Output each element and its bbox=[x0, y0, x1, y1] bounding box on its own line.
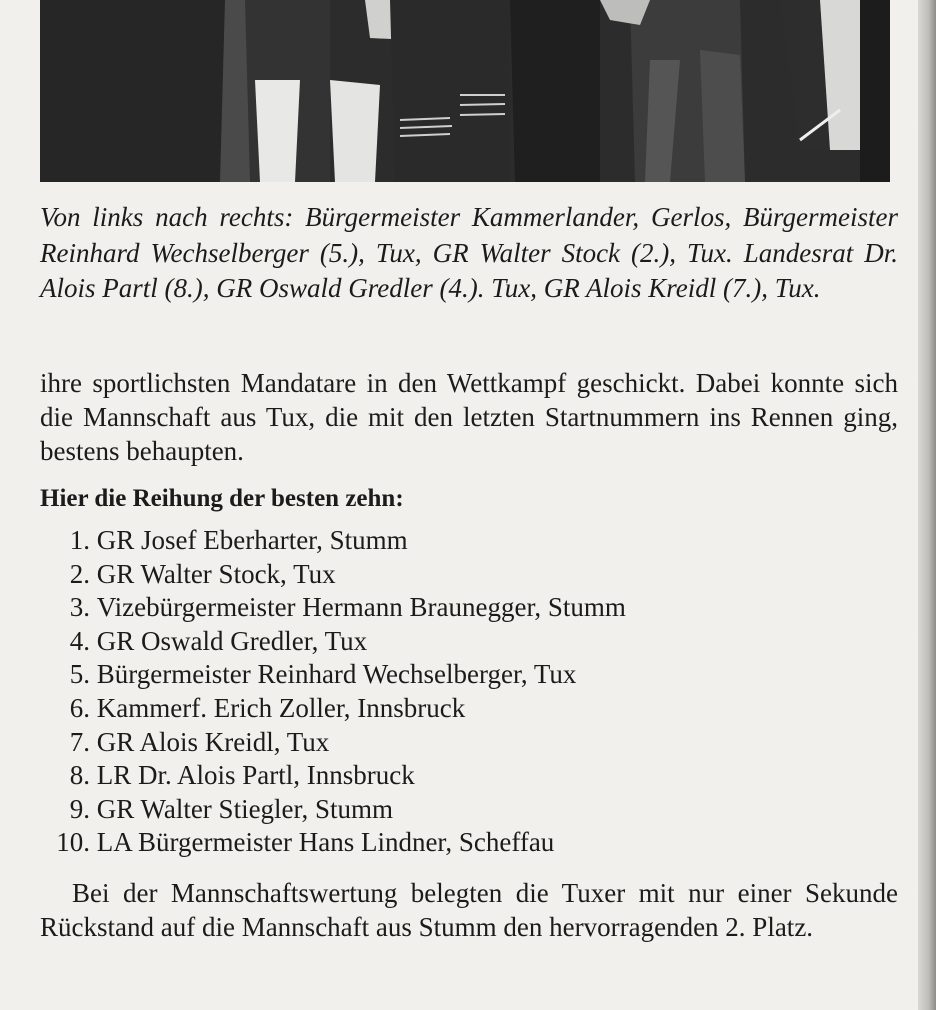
ranking-name: Vizebürgermeister Hermann Braunegger, Stumm bbox=[96, 592, 626, 623]
ranking-item bbox=[40, 558, 898, 592]
ranking-number: 10. bbox=[56, 827, 90, 858]
ranking-number: 1. bbox=[69, 525, 90, 555]
ranking-name: GR Oswald Gredler, Tux bbox=[96, 625, 368, 656]
ranking-item bbox=[40, 826, 898, 860]
ranking-item bbox=[40, 524, 898, 558]
ranking-name: Kammerf. Erich Zoller, Innsbruck bbox=[96, 692, 466, 723]
photo-caption: Von links nach rechts: Bürgermeister Kammerlander, Gerlos, Bürgermeister Reinhard Wechselberger (5.), Tux, GR Walter Stock (2.), Tux. Landesrat Dr. Alois Partl (8.), GR Oswald Gredler (4.). Tux, GR Alois Kreidl (7.), Tux. bbox=[40, 202, 898, 303]
ranking-item bbox=[40, 726, 898, 760]
ranking-item bbox=[40, 625, 898, 659]
ranking-name: GR Josef Eberharter, Stumm bbox=[96, 525, 408, 555]
ranking-number: 6. bbox=[69, 692, 90, 723]
ranking-number: 2. bbox=[69, 558, 90, 589]
ranking-number: 4. bbox=[69, 625, 90, 656]
ranking-name: LA Bürgermeister Hans Lindner, Scheffau bbox=[96, 827, 555, 858]
intro-paragraph: ihre sportlichsten Mandatare in den Wettkampf geschickt. Dabei konnte sich die Mannschaft aus Tux, die mit den letzten Startnummern ins Rennen ging, bestens behaupten. bbox=[40, 368, 898, 466]
ranking-item bbox=[40, 793, 898, 827]
ranking-name: LR Dr. Alois Partl, Innsbruck bbox=[96, 760, 415, 791]
ranking-name: GR Walter Stiegler, Stumm bbox=[96, 793, 393, 824]
photo-figures bbox=[40, 0, 890, 182]
ranking-name: Bürgermeister Reinhard Wechselberger, Tux bbox=[96, 659, 577, 690]
ranking-number: 8. bbox=[69, 760, 90, 791]
ranking-item bbox=[40, 692, 898, 726]
ranking-number: 9. bbox=[69, 793, 90, 824]
page-edge-shadow bbox=[918, 0, 936, 1010]
closing-paragraph: Bei der Mannschaftswertung belegten die Tuxer mit nur einer Sekunde Rückstand auf die Mannschaft aus Stumm den hervorragenden 2. Platz. bbox=[40, 878, 898, 942]
ranking-list bbox=[40, 524, 898, 860]
group-photo bbox=[40, 0, 890, 182]
ranking-heading: Hier die Reihung der besten zehn: bbox=[40, 485, 404, 512]
ranking-number: 7. bbox=[69, 726, 90, 757]
ranking-name: GR Alois Kreidl, Tux bbox=[96, 726, 330, 757]
ranking-item bbox=[40, 591, 898, 625]
ranking-item bbox=[40, 658, 898, 692]
ranking-name: GR Walter Stock, Tux bbox=[96, 558, 336, 589]
ranking-number: 3. bbox=[69, 592, 90, 623]
ranking-number: 5. bbox=[69, 659, 90, 690]
ranking-item bbox=[40, 759, 898, 793]
